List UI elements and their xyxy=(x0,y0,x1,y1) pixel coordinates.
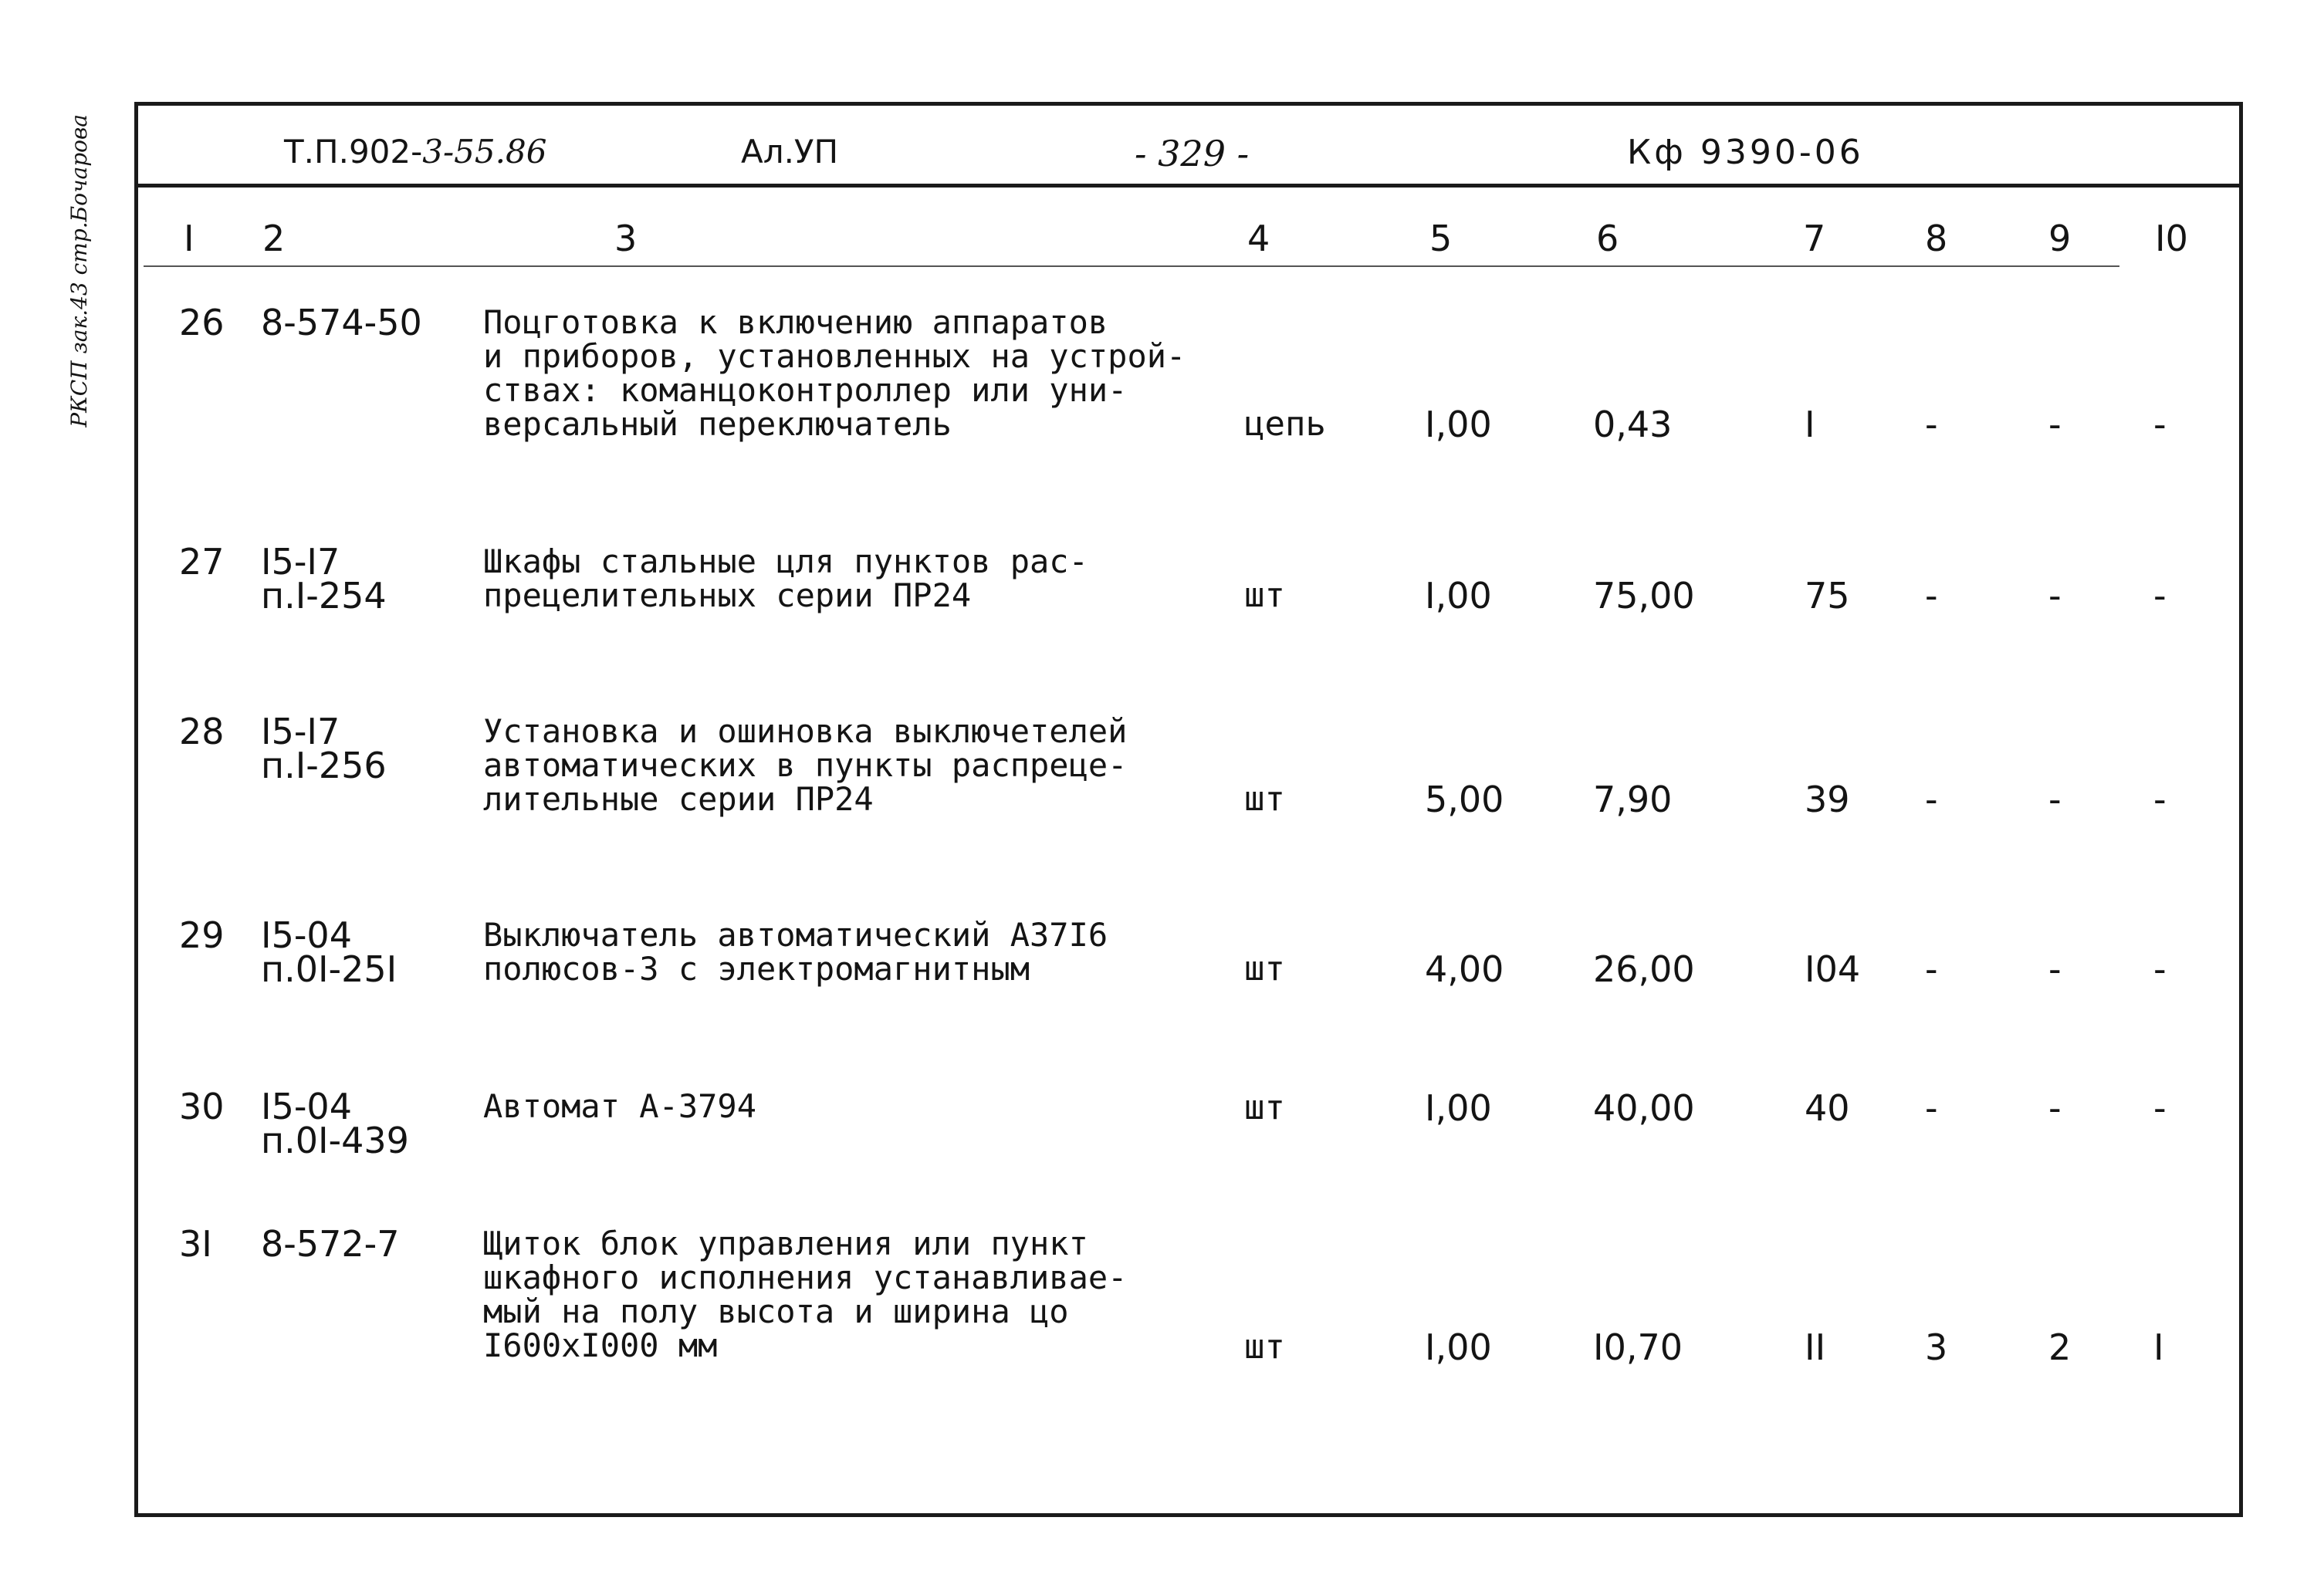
row-col9: - xyxy=(2048,948,2062,990)
row-price: 40,00 xyxy=(1593,1087,1695,1129)
row-qty: I,00 xyxy=(1425,404,1492,445)
desc-line: Поцготовка к включению аппаратов xyxy=(483,303,1108,341)
desc-line: полюсов-3 с электромагнитным xyxy=(483,950,1030,988)
desc-line: ствах: команцоконтроллер или уни- xyxy=(483,371,1128,409)
col-9: 9 xyxy=(2048,218,2072,259)
row-code-line: п.I-256 xyxy=(261,745,387,786)
row-code-line: п.0I-25I xyxy=(261,948,397,990)
row-number: 27 xyxy=(179,541,225,583)
row-unit: шт xyxy=(1244,1088,1285,1127)
row-number: 3I xyxy=(179,1223,212,1265)
row-total: I xyxy=(1805,404,1815,445)
desc-line: Щиток блок управления или пункт xyxy=(483,1225,1088,1262)
album-label: Ал.УП xyxy=(741,133,839,171)
row-description xyxy=(483,712,1128,818)
row-col10: - xyxy=(2153,575,2167,617)
column-header-divider xyxy=(144,265,2119,267)
row-number: 29 xyxy=(179,914,225,956)
row-col10: - xyxy=(2153,779,2167,820)
row-code-line: 8-572-7 xyxy=(261,1223,400,1265)
desc-line: лительные серии ПР24 xyxy=(483,780,874,818)
page-number: - 329 - xyxy=(1135,133,1250,174)
col-3: 3 xyxy=(614,218,638,259)
desc-line: и приборов, установленных на устрой- xyxy=(483,337,1186,375)
col-6: 6 xyxy=(1596,218,1619,259)
col-2: 2 xyxy=(262,218,286,259)
row-number: 30 xyxy=(179,1086,225,1127)
row-unit: шт xyxy=(1244,576,1285,615)
project-prefix: Т.П.902- xyxy=(284,133,423,171)
desc-line: Выключатель автоматический А37I6 xyxy=(483,916,1108,954)
document-code: Кф 9390-06 xyxy=(1627,133,1864,172)
desc-line: Установка и ошиновка выключетелей xyxy=(483,712,1128,750)
row-col8: - xyxy=(1925,948,1938,990)
row-number: 26 xyxy=(179,302,225,343)
side-annotation: РКСП зак.43 стр.Бочарова xyxy=(66,114,92,427)
row-col10: - xyxy=(2153,948,2167,990)
row-col8: - xyxy=(1925,1087,1938,1129)
row-col8: - xyxy=(1925,779,1938,820)
row-code-line: I5-04 xyxy=(261,914,352,956)
row-description xyxy=(483,542,1088,614)
row-total: 75 xyxy=(1805,575,1850,617)
desc-line: шкафного исполнения устанавливае- xyxy=(483,1259,1128,1296)
row-col8: - xyxy=(1925,575,1938,617)
desc-line: версальный переключатель xyxy=(483,405,952,443)
row-col9: - xyxy=(2048,575,2062,617)
row-price: 7,90 xyxy=(1593,779,1673,820)
row-number: 28 xyxy=(179,711,225,752)
row-price: I0,70 xyxy=(1593,1326,1683,1368)
row-code-line: п.I-254 xyxy=(261,575,387,617)
row-price: 75,00 xyxy=(1593,575,1695,617)
desc-line: Шкафы стальные цля пунктов рас- xyxy=(483,542,1088,580)
row-unit: шт xyxy=(1244,779,1285,819)
row-col9: - xyxy=(2048,1087,2062,1129)
row-qty: I,00 xyxy=(1425,575,1492,617)
row-qty: I,00 xyxy=(1425,1326,1492,1368)
col-8: 8 xyxy=(1925,218,1948,259)
row-col8: 3 xyxy=(1925,1326,1948,1368)
row-total: 39 xyxy=(1805,779,1850,820)
col-7: 7 xyxy=(1803,218,1826,259)
row-qty: 5,00 xyxy=(1425,779,1504,820)
col-4: 4 xyxy=(1247,218,1270,259)
row-col9: 2 xyxy=(2048,1326,2072,1368)
row-col10: I xyxy=(2153,1326,2164,1368)
row-price: 26,00 xyxy=(1593,948,1695,990)
desc-line: прецелительных серии ПР24 xyxy=(483,576,972,614)
row-total: 40 xyxy=(1805,1087,1850,1129)
row-code-line: I5-I7 xyxy=(261,711,340,752)
row-description xyxy=(483,303,1186,443)
row-total: II xyxy=(1805,1326,1826,1368)
row-col10: - xyxy=(2153,1087,2167,1129)
desc-line: мый на полу высота и ширина цо xyxy=(483,1293,1069,1330)
row-code-line: I5-I7 xyxy=(261,541,340,583)
row-col9: - xyxy=(2048,779,2062,820)
project-number: 3-55.86 xyxy=(422,133,547,171)
row-unit: шт xyxy=(1244,1327,1285,1367)
desc-line: Автомат А-3794 xyxy=(483,1087,757,1125)
row-code-line: п.0I-439 xyxy=(261,1120,409,1161)
row-col8: - xyxy=(1925,404,1938,445)
header-divider xyxy=(134,184,2243,188)
desc-line: I600хI000 мм xyxy=(483,1326,718,1364)
row-price: 0,43 xyxy=(1593,404,1673,445)
col-5: 5 xyxy=(1429,218,1453,259)
desc-line: автоматических в пункты распреце- xyxy=(483,746,1128,784)
row-unit: цепь xyxy=(1244,404,1326,444)
row-unit: шт xyxy=(1244,949,1285,988)
row-total: I04 xyxy=(1805,948,1861,990)
row-qty: I,00 xyxy=(1425,1087,1492,1129)
row-col10: - xyxy=(2153,404,2167,445)
row-description xyxy=(483,1087,757,1125)
project-code xyxy=(284,133,546,171)
col-10: I0 xyxy=(2155,218,2188,259)
row-code-line: 8-574-50 xyxy=(261,302,422,343)
row-description xyxy=(483,918,1108,986)
row-code-line: I5-04 xyxy=(261,1086,352,1127)
col-1: I xyxy=(184,218,195,259)
row-description xyxy=(483,1227,1127,1363)
row-qty: 4,00 xyxy=(1425,948,1504,990)
row-col9: - xyxy=(2048,404,2062,445)
